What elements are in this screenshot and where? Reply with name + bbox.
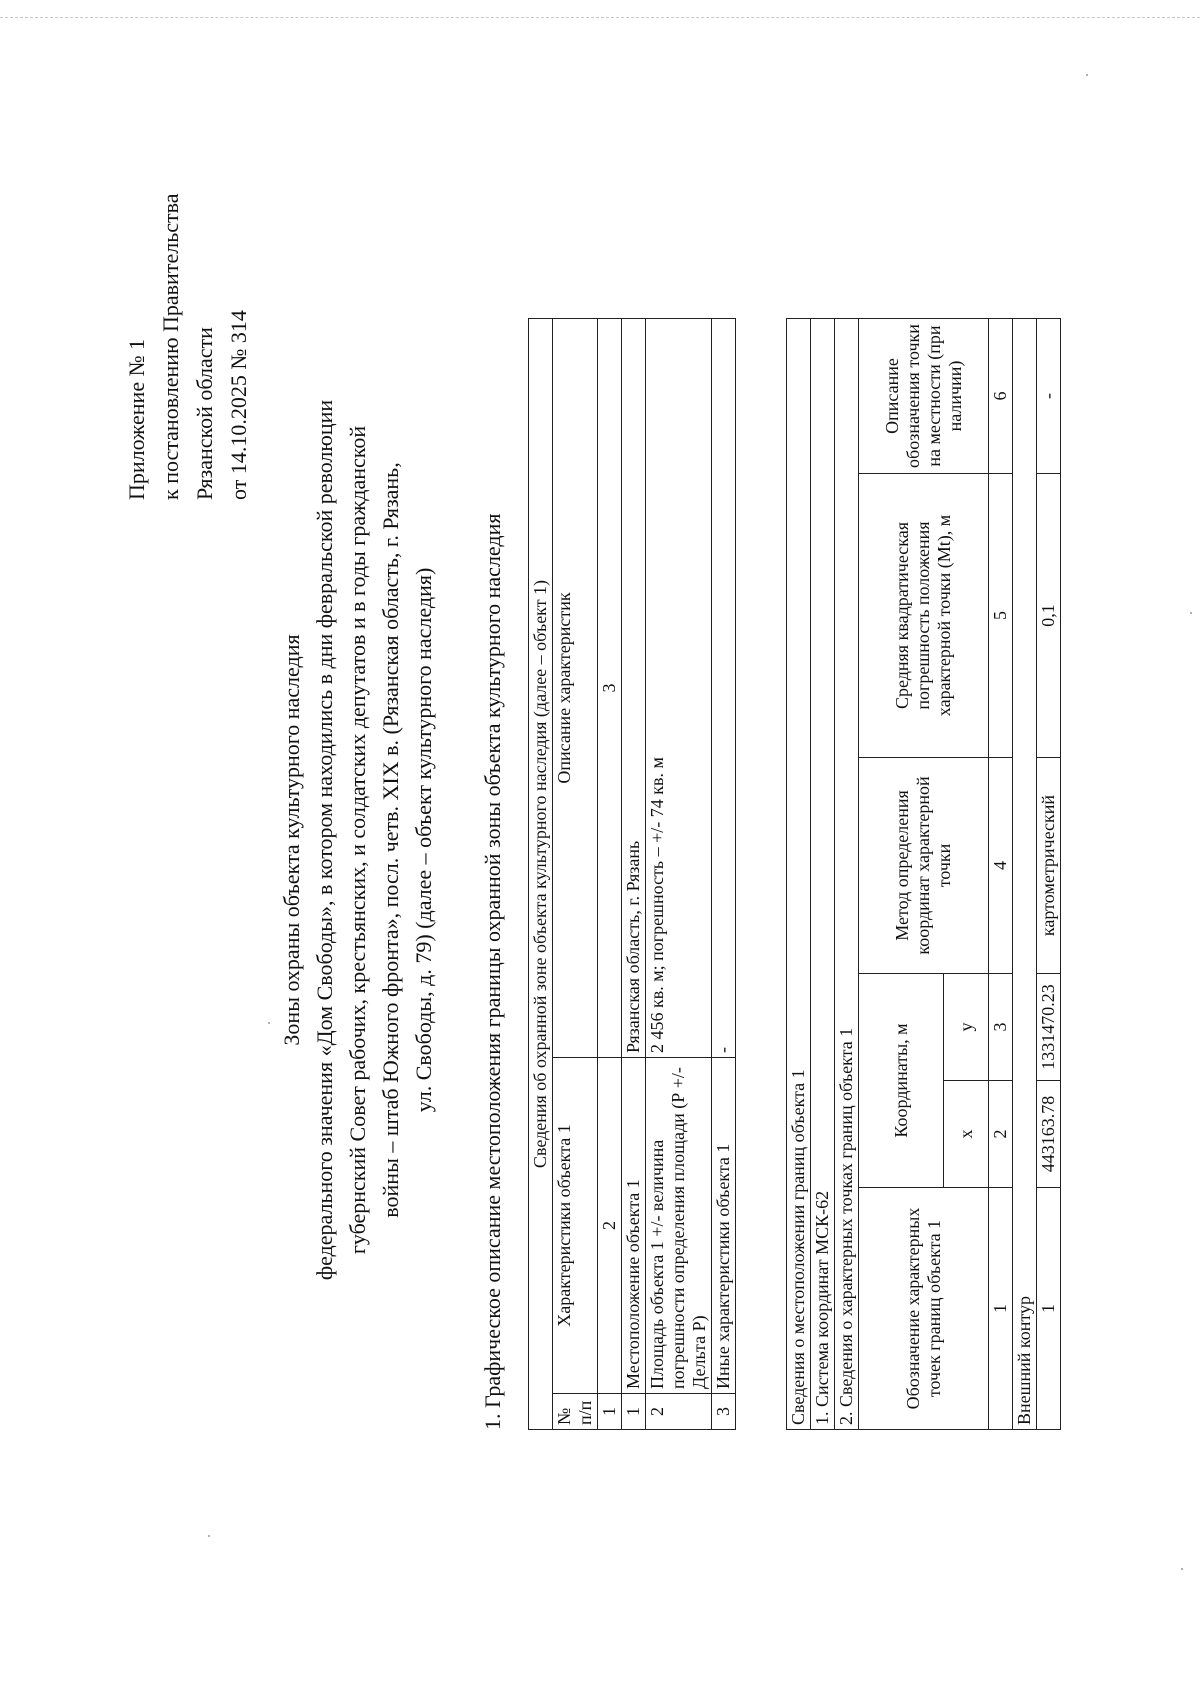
title-line: ул. Свободы, д. 79) (далее – объект культурного наследия) xyxy=(411,567,436,1113)
table-header-row xyxy=(553,319,598,1430)
column-number-row xyxy=(989,319,1013,1430)
row-description: 2 456 кв. м; погрешность – +/- 74 кв. м xyxy=(646,319,712,1058)
table-caption: Сведения об охранной зоне объекта культурного наследия (далее – объект 1) xyxy=(529,319,553,1430)
row-characteristic: Местоположение объекта 1 xyxy=(622,1058,646,1394)
table-caption-row xyxy=(787,319,811,1430)
scan-speck xyxy=(268,1022,270,1024)
column-number: 3 xyxy=(598,319,622,1058)
contour-label: Внешний контур xyxy=(1013,319,1037,1430)
table-row xyxy=(622,319,646,1430)
appendix-header xyxy=(120,80,256,500)
scan-dashed-line xyxy=(0,17,1200,18)
point-x: 443163.78 xyxy=(1037,1081,1061,1188)
column-number: 3 xyxy=(989,974,1013,1081)
title-line: Зоны охраны объекта культурного наследия xyxy=(279,634,304,1046)
coordinate-system-row xyxy=(811,319,835,1430)
points-caption-row xyxy=(835,319,859,1430)
table-row xyxy=(646,319,712,1430)
appendix-line: Рязанской области xyxy=(192,327,217,500)
table-caption: Сведения о местоположении границ объекта 1 xyxy=(787,319,811,1430)
header-description: Описание характеристик xyxy=(553,319,598,1058)
column-number: 1 xyxy=(598,1394,622,1430)
column-number: 4 xyxy=(989,758,1013,974)
row-characteristic: Площадь объекта 1 +/- величина погрешности определения площади (Р +/- Дельта Р) xyxy=(646,1058,712,1394)
document-title xyxy=(275,270,440,1410)
title-line: федерального значения «Дом Свободы», в котором находились в дни февральской революции xyxy=(312,399,337,1281)
scan-speck xyxy=(1181,1568,1183,1570)
point-number: 1 xyxy=(1037,1188,1061,1430)
scan-speck xyxy=(1190,612,1192,614)
row-description: Рязанская область, г. Рязань xyxy=(622,319,646,1058)
title-line: губернский Совет рабочих, крестьянских, и солдатских депутатов и в годы гражданской xyxy=(345,425,370,1255)
column-number-row xyxy=(598,319,622,1430)
appendix-line: от 14.10.2025 № 314 xyxy=(226,310,251,500)
protected-zone-table xyxy=(528,318,736,1430)
appendix-line: к постановлению Правительства xyxy=(158,193,183,500)
boundary-location-table xyxy=(786,318,1061,1430)
header-designation: Обозначение характерных точек границ объекта 1 xyxy=(859,1188,989,1430)
point-mt: 0,1 xyxy=(1037,474,1061,758)
header-y: y xyxy=(944,974,989,1081)
row-num: 1 xyxy=(622,1394,646,1430)
column-number: 6 xyxy=(989,319,1013,474)
header-num: № п/п xyxy=(553,1394,598,1430)
points-caption: 2. Сведения о характерных точках границ объекта 1 xyxy=(835,319,859,1430)
row-num: 3 xyxy=(712,1394,736,1430)
column-number: 2 xyxy=(989,1081,1013,1188)
point-method: картометрический xyxy=(1037,758,1061,974)
column-number: 1 xyxy=(989,1188,1013,1430)
header-x: x xyxy=(944,1081,989,1188)
header-method: Метод определения координат характерной точки xyxy=(859,758,989,974)
row-num: 2 xyxy=(646,1394,712,1430)
table-row xyxy=(1037,319,1061,1430)
coordinate-system: 1. Система координат МСК-62 xyxy=(811,319,835,1430)
document-page xyxy=(60,70,1150,1580)
table-header-row xyxy=(859,319,944,1430)
header-coordinates: Координаты, м xyxy=(859,974,944,1188)
table-caption-row xyxy=(529,319,553,1430)
point-description: - xyxy=(1037,319,1061,474)
scan-speck xyxy=(208,1535,210,1537)
row-description: - xyxy=(712,319,736,1058)
column-number: 2 xyxy=(598,1058,622,1394)
title-line: войны – штаб Южного фронта», посл. четв. XIX в. (Рязанская область, г. Рязань, xyxy=(378,462,403,1218)
header-accuracy: Средняя квадратическая погрешность положения характерной точки (Mt), м xyxy=(859,474,989,758)
scan-speck xyxy=(1086,74,1088,76)
header-characteristics: Характеристики объекта 1 xyxy=(553,1058,598,1394)
section-heading: 1. Графическое описание местоположения границы охранной зоны объекта культурного наследия xyxy=(480,513,505,1430)
header-point-description: Описание обозначения точки на местности (при наличии) xyxy=(859,319,989,474)
table-row xyxy=(712,319,736,1430)
contour-row xyxy=(1013,319,1037,1430)
column-number: 5 xyxy=(989,474,1013,758)
row-characteristic: Иные характеристики объекта 1 xyxy=(712,1058,736,1394)
point-y: 1331470.23 xyxy=(1037,974,1061,1081)
appendix-line: Приложение № 1 xyxy=(124,338,149,500)
